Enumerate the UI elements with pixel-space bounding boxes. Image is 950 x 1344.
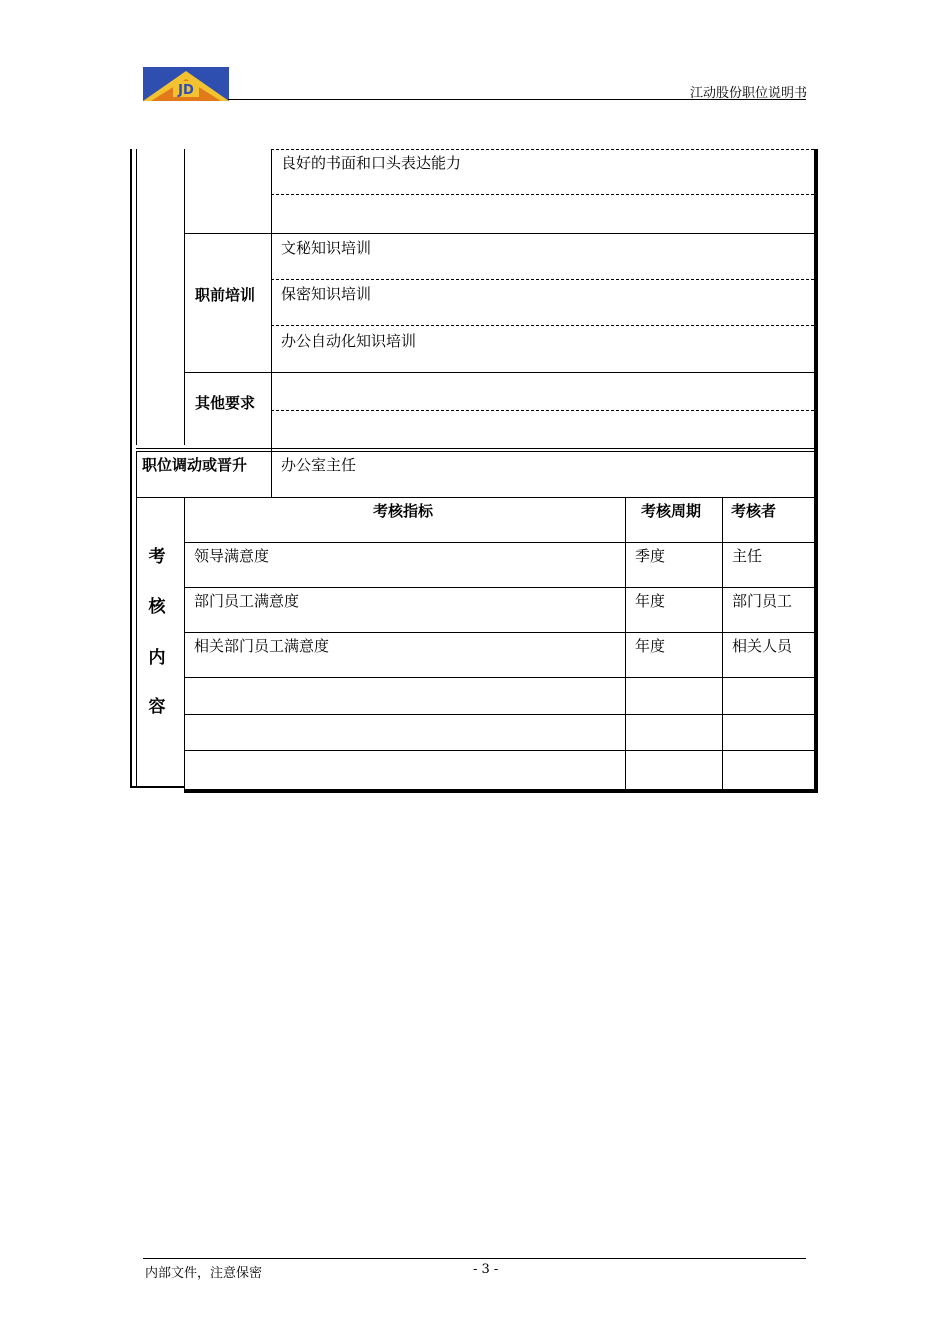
table-row-period: 年度: [635, 637, 666, 655]
table-row-assessor: 主任: [732, 547, 763, 565]
footer-rule: [143, 1258, 806, 1259]
column-header-indicator: 考核指标: [373, 502, 434, 520]
table-row-period: 年度: [635, 592, 666, 610]
pre-job-training-label: 职前培训: [195, 286, 256, 304]
other-requirements-label: 其他要求: [195, 394, 256, 412]
transfer-label: 职位调动或晋升: [142, 456, 248, 474]
table-row-period: 季度: [635, 547, 666, 565]
page-number: - 3 -: [473, 1262, 499, 1277]
assessment-section-char: 核: [148, 597, 166, 617]
training-item: 办公自动化知识培训: [281, 332, 417, 350]
logo-text: JD: [178, 83, 194, 98]
table-row-assessor: 相关人员: [732, 637, 793, 655]
table-row-assessor: 部门员工: [732, 592, 793, 610]
table-row-indicator: 部门员工满意度: [194, 592, 300, 610]
column-header-period: 考核周期: [641, 502, 702, 520]
transfer-value: 办公室主任: [281, 456, 357, 474]
confidentiality-note: 内部文件，注意保密: [145, 1266, 263, 1281]
assessment-section-char: 内: [148, 648, 166, 668]
training-item: 文秘知识培训: [281, 239, 372, 257]
skill-item: 良好的书面和口头表达能力: [281, 154, 462, 172]
company-logo: [143, 67, 229, 101]
table-row-indicator: 领导满意度: [194, 547, 270, 565]
column-header-assessor: 考核者: [731, 502, 777, 520]
document-title: 江动股份职位说明书: [689, 86, 807, 101]
job-description-table: [130, 149, 819, 793]
training-item: 保密知识培训: [281, 285, 372, 303]
assessment-section-char: 考: [148, 547, 166, 567]
assessment-section-char: 容: [148, 697, 166, 717]
table-row-indicator: 相关部门员工满意度: [194, 637, 330, 655]
